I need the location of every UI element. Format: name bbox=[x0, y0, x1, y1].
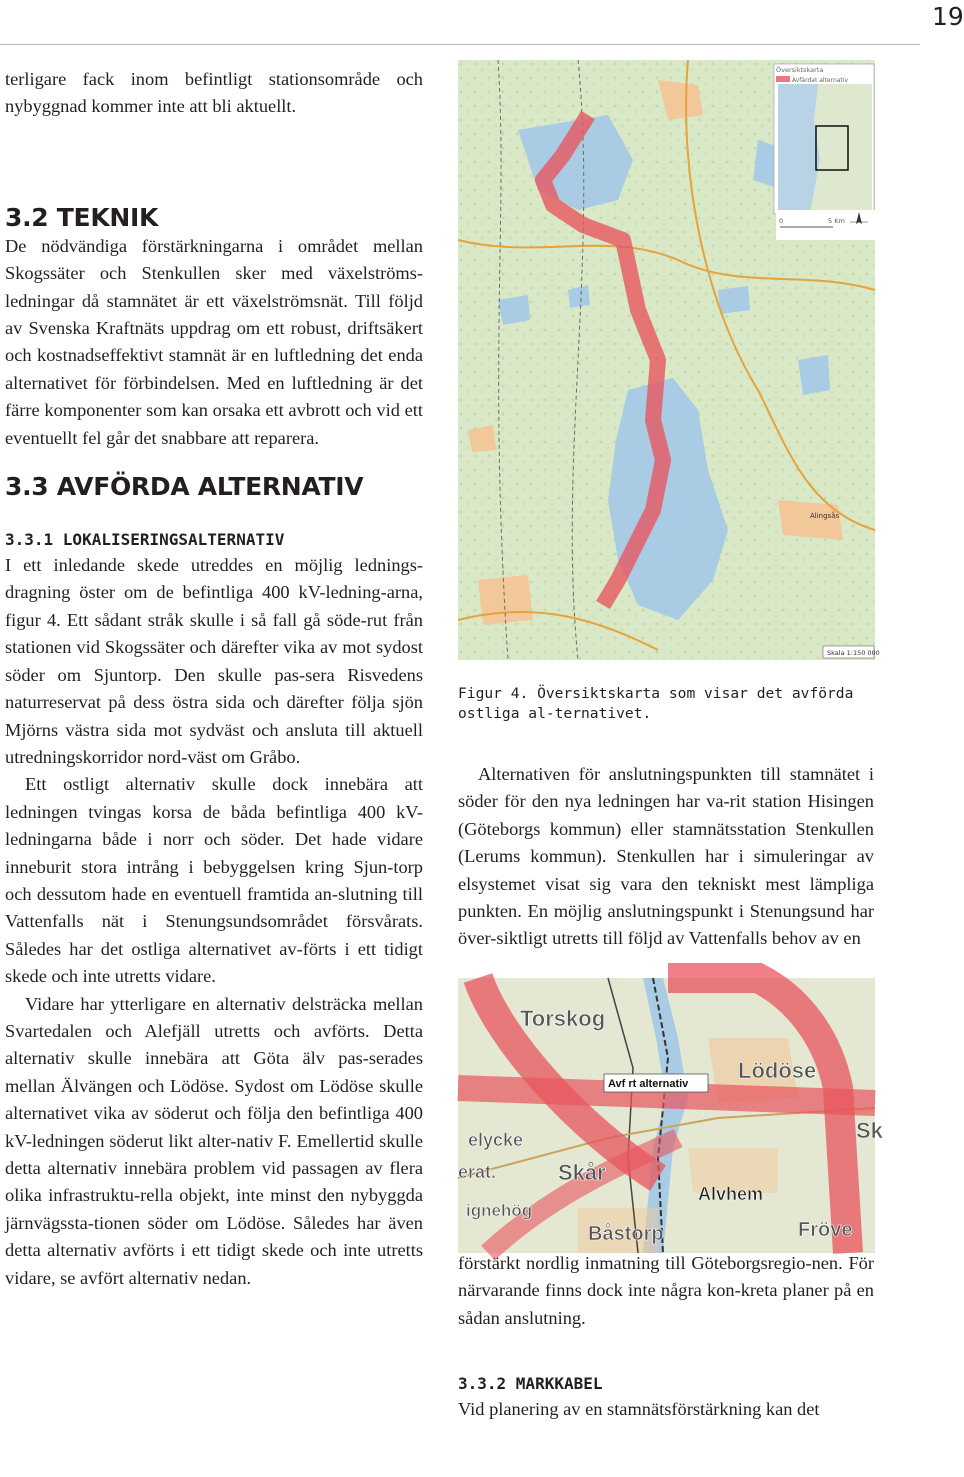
detail-map bbox=[458, 978, 883, 1253]
figure-caption: Figur 4. Översiktskarta som visar det avförda ostliga al-ternativet. bbox=[458, 685, 854, 722]
left-column bbox=[5, 66, 423, 1292]
label-alvhem: Alvhem bbox=[698, 1184, 764, 1204]
label-torskog: Torskog bbox=[520, 1006, 606, 1031]
town-alingsas bbox=[778, 500, 843, 540]
right-paragraph-1: Alternativen för anslutningspunkten till stamnätet i söder för den nya ledningen har va-rit station Hisingen (Göteborgs kommun) eller stamnätsstation Stenkullen (Lerums kommun). Stenkullen har i simuleringar av elsystemet visat sig vara den tekniskt mest lämpliga punkten. En möjlig anslutningspunkt i Stenungsund har över-siktligt utretts till följd av Vattenfalls behov av en bbox=[458, 764, 874, 949]
label-elycke: elycke bbox=[468, 1130, 524, 1150]
teknik-paragraph: De nödvändiga förstärkningarna i området mellan Skogssäter och Stenkullen sker med växelströms-ledningar då stamnätet är ett växelströmsnät. Till följd av Svenska Kraftnäts uppdrag om ett robust, driftsäkert och kostnadseffektivt stamnät är en luftledning det enda alternativet för förbindelsen. Med en luftledning är det färre komponenter som kan orsaka ett avbrott och vid ett eventuellt fel går det snabbare att reparera. bbox=[5, 235, 423, 448]
scale-zero: 0 bbox=[779, 217, 784, 225]
lokal-paragraph-1: I ett inledande skede utreddes en möjlig lednings-dragning öster om de befintliga 400 kV-ledning-arna, figur 4. Ett sådant stråk skulle i så fall gå söde-rut från stationen vid Skogssäter och därefter vika av mot sydost söder om Sjuntorp. Den skulle pas-sera Risvedens naturreservat på dess östra sida och därefter följa sjön Mjörns västra sida mot sydväst och ansluta till aktuell utredningskorridor nord-väst om Gråbo. bbox=[5, 555, 423, 767]
lokal-paragraph-2: Ett ostligt alternativ skulle dock innebära att ledningen tvingas korsa de båda befintliga 400 kV-ledningarna både i norr och söder. Det hade vidare inneburit stora intrång i bebyggelsen kring Sjun-torp och dessutom hade en eventuell framtida an-slutning till Vattenfalls nät i Stenungsundsområdet försvårats. Således har det ostliga alternativet av-förts i ett tidigt skede och inte utretts vidare. bbox=[5, 774, 423, 987]
label-skar: Skår bbox=[558, 1160, 606, 1185]
label-ignehog: ignehög bbox=[466, 1201, 533, 1220]
overview-map bbox=[458, 60, 880, 660]
scale-text-box bbox=[823, 646, 880, 658]
label-frove: Fröve bbox=[798, 1219, 853, 1241]
markkabel-paragraph: Vid planering av en stamnätsförstärkning kan det bbox=[458, 1399, 820, 1420]
heading-lokaliseringsalternativ: 3.3.1 LOKALISERINGSALTERNATIV bbox=[5, 530, 285, 550]
heading-avforda-alternativ: 3.3 AVFÖRDA ALTERNATIV bbox=[5, 472, 364, 502]
label-bastorp: Båstorp bbox=[588, 1223, 664, 1245]
scale-km: 5 Km bbox=[828, 217, 845, 225]
right-paragraph-1-continued: förstärkt nordlig inmatning till Göteborgsregio-nen. För närvarande finns dock inte några kon-kreta planer på en sådan anslutning. bbox=[458, 1253, 874, 1328]
page-number: 19 bbox=[932, 2, 964, 31]
intro-paragraph: terligare fack inom befintligt stationsområde och nybyggnad kommer inte att bli aktuellt. bbox=[5, 69, 423, 117]
inset-map bbox=[774, 64, 874, 214]
label-lodose: Lödöse bbox=[738, 1058, 817, 1083]
legend-label: Avfärdat alternativ bbox=[792, 77, 848, 84]
lokal-paragraph-3: Vidare har ytterligare en alternativ delsträcka mellan Svartedalen och Alefjäll utretts och avförts. Detta alternativ skulle innebära att Göta älv pas-serades mellan Älvängen och Lödöse. Sydost om Lödöse skulle alternativet vika av söderut och följa den befintliga 400 kV-ledningen söderut likt alter-nativ F. Emellertid skulle detta alternativ innebära problem vid passagen av flera olika infrastruktu-rella objekt, inte minst den nybyggda järnvägssta-tionen söder om Lödöse. Således har även detta alternativ avförts i ett tidigt skede och inte utretts vidare, se avfört alternativ nedan. bbox=[5, 993, 423, 1288]
scale-text: Skala 1:150 000 bbox=[827, 649, 880, 657]
inset-title: Översiktskarta bbox=[776, 66, 824, 74]
heading-markkabel: 3.3.2 MARKKABEL bbox=[458, 1374, 603, 1394]
heading-teknik: 3.2 TEKNIK bbox=[5, 202, 159, 232]
town-label: Alingsås bbox=[810, 512, 840, 520]
label-sk: Sk bbox=[856, 1118, 883, 1143]
label-avfort-alternativ: Avf rt alternativ bbox=[608, 1078, 689, 1090]
label-erat: erat. bbox=[458, 1162, 497, 1182]
scale-bar bbox=[776, 210, 875, 240]
header-rule bbox=[0, 44, 920, 45]
